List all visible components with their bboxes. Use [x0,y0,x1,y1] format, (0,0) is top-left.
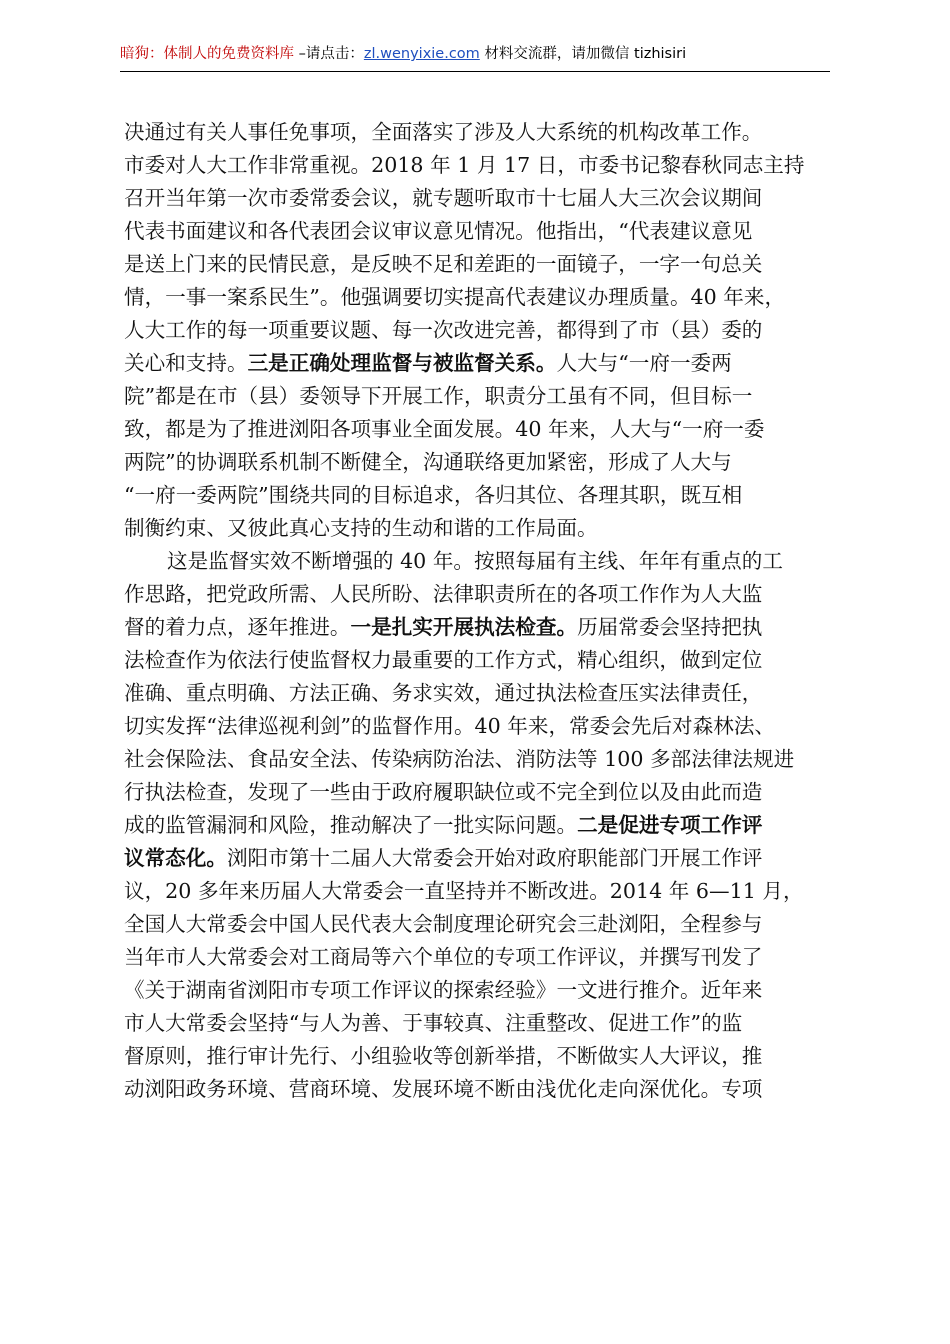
header-link[interactable]: zl.wenyixie.com [363,46,480,62]
text-line [124,677,836,710]
page-header [120,44,826,64]
text-segment: 情，一事一案系民生”。他强调要切实提高代表建议办理质量。40 年来， [124,285,786,309]
text-segment: 决通过有关人事任免事项，全面落实了涉及人大系统的机构改革工作。 [124,120,763,144]
text-line [124,215,836,248]
text-segment: 人大与“一府一委两 [556,351,732,375]
text-segment: 关心和支持。 [124,351,248,375]
bold-text-segment: 一是扎实开展执法检查。 [350,615,578,639]
text-line [124,1007,836,1040]
text-segment: 动浏阳政务环境、营商环境、发展环境不断由浅优化走向深优化。专项 [124,1077,763,1101]
text-segment: 浏阳市第十二届人大常委会开始对政府职能部门开展工作评 [226,846,763,870]
text-line [124,743,836,776]
header-contact: 材料交流群，请加微信 tizhisiri [479,46,687,62]
text-segment: 行执法检查，发现了一些由于政府履职缺位或不完全到位以及由此而造 [124,780,763,804]
text-segment: 两院”的协调联系机制不断健全，沟通联络更加紧密，形成了人大与 [124,450,732,474]
text-line [124,248,836,281]
text-line [124,578,836,611]
text-segment: 督原则，推行审计先行、小组验收等创新举措，不断做实人大评议，推 [124,1044,763,1068]
text-segment: “一府一委两院”围绕共同的目标追求，各归其位、各理其职，既互相 [124,483,743,507]
text-line [124,512,836,545]
text-segment: 社会保险法、食品安全法、传染病防治法、消防法等 100 多部法律法规进 [124,747,795,771]
text-segment: 准确、重点明确、方法正确、务求实效，通过执法检查压实法律责任， [124,681,763,705]
text-line [124,116,836,149]
text-segment: 这是监督实效不断增强的 40 年。按照每届有主线、年年有重点的工 [167,549,783,573]
text-line [124,347,836,380]
document-body [124,116,836,1106]
text-line [124,314,836,347]
text-segment: 督的着力点，逐年推进。 [124,615,351,639]
text-line [124,479,836,512]
text-line [124,644,836,677]
text-line [124,182,836,215]
text-line [124,842,836,875]
text-line [124,413,836,446]
text-segment: 召开当年第一次市委常委会议，就专题听取市十七届人大三次会议期间 [124,186,763,210]
text-segment: 是送上门来的民情民意，是反映不足和差距的一面镜子，一字一句总关 [124,252,763,276]
text-segment: 人大工作的每一项重要议题、每一次改进完善，都得到了市（县）委的 [124,318,763,342]
text-line [124,611,836,644]
text-segment: 代表书面建议和各代表团会议审议意见情况。他指出，“代表建议意见 [124,219,753,243]
text-line [124,908,836,941]
text-line [124,809,836,842]
text-segment: 历届常委会坚持把执 [577,615,763,639]
text-line [124,545,836,578]
text-segment: 市人大常委会坚持“与人为善、于事较真、注重整改、促进工作”的监 [124,1011,743,1035]
text-segment: 致，都是为了推进浏阳各项事业全面发展。40 年来，人大与“一府一委 [124,417,765,441]
text-line [124,1040,836,1073]
bold-text-segment: 三是正确处理监督与被监督关系。 [247,351,557,375]
text-line [124,941,836,974]
text-line [124,1073,836,1106]
text-segment: 议，20 多年来历届人大常委会一直坚持并不断改进。2014 年 6—11 月， [124,879,804,903]
text-line [124,974,836,1007]
text-segment: 切实发挥“法律巡视利剑”的监督作用。40 年来，常委会先后对森林法、 [124,714,776,738]
text-line [124,149,836,182]
text-segment: 制衡约束、又彼此真心支持的生动和谐的工作局面。 [124,516,598,540]
text-line [124,380,836,413]
text-segment: 法检查作为依法行使监督权力最重要的工作方式，精心组织，做到定位 [124,648,763,672]
text-segment: 成的监管漏洞和风险，推动解决了一批实际问题。 [124,813,578,837]
bold-text-segment: 二是促进专项工作评 [577,813,763,837]
text-segment: 当年市人大常委会对工商局等六个单位的专项工作评议，并撰写刊发了 [124,945,763,969]
text-segment: 市委对人大工作非常重视。2018 年 1 月 17 日，市委书记黎春秋同志主持 [124,153,805,177]
header-brand: 暗狗：体制人的免费资料库 [120,46,294,62]
text-segment: 全国人大常委会中国人民代表大会制度理论研究会三赴浏阳，全程参与 [124,912,763,936]
text-line [124,776,836,809]
text-line [124,446,836,479]
header-prompt: –请点击： [294,46,364,62]
text-line [124,281,836,314]
text-segment: 《关于湖南省浏阳市专项工作评议的探索经验》一文进行推介。近年来 [124,978,763,1002]
text-line [124,875,836,908]
header-divider [120,71,830,72]
bold-text-segment: 议常态化。 [124,846,227,870]
text-segment: 院”都是在市（县）委领导下开展工作，职责分工虽有不同，但目标一 [124,384,753,408]
text-line [124,710,836,743]
text-segment: 作思路，把党政所需、人民所盼、法律职责所在的各项工作作为人大监 [124,582,763,606]
